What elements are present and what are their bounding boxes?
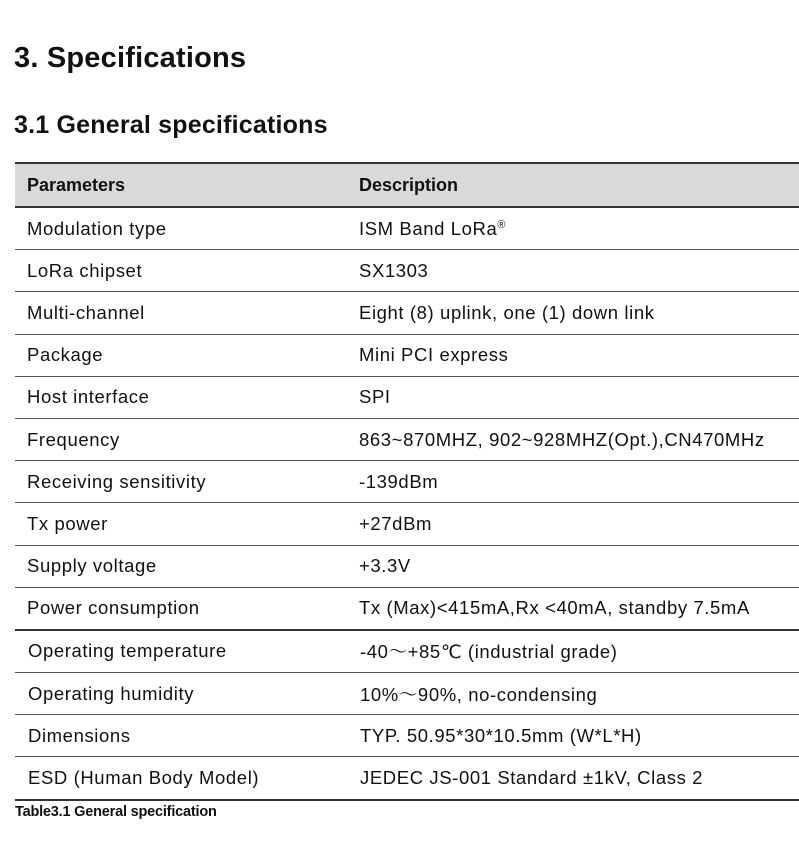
column-header-description: Description bbox=[347, 163, 799, 207]
row-description: SPI bbox=[347, 376, 799, 418]
row-description: SX1303 bbox=[347, 250, 799, 292]
row-description: -40～+85℃ (industrial grade) bbox=[347, 630, 799, 673]
table-row bbox=[15, 757, 799, 800]
row-parameter: Frequency bbox=[15, 418, 347, 460]
table-header-row bbox=[15, 163, 799, 207]
table-row bbox=[15, 418, 799, 460]
subsection-title: 3.1 General specifications bbox=[14, 111, 328, 139]
table-row bbox=[15, 630, 799, 673]
table-row bbox=[15, 250, 799, 292]
row-description: +27dBm bbox=[347, 503, 799, 545]
row-parameter: Package bbox=[15, 334, 347, 376]
table-row bbox=[15, 461, 799, 503]
row-parameter: Host interface bbox=[15, 376, 347, 418]
row-parameter: ESD (Human Body Model) bbox=[15, 757, 347, 800]
table-row bbox=[15, 376, 799, 418]
table-row bbox=[15, 715, 799, 757]
row-parameter: Power consumption bbox=[15, 587, 347, 630]
row-description-text: ISM Band LoRa bbox=[359, 217, 498, 239]
row-parameter: Operating humidity bbox=[15, 673, 347, 715]
row-description: Tx (Max)<415mA,Rx <40mA, standby 7.5mA bbox=[347, 587, 799, 630]
row-description: -139dBm bbox=[347, 461, 799, 503]
table-row bbox=[15, 587, 799, 630]
row-description: +3.3V bbox=[347, 545, 799, 587]
row-parameter: LoRa chipset bbox=[15, 250, 347, 292]
row-description: TYP. 50.95*30*10.5mm (W*L*H) bbox=[347, 715, 799, 757]
row-description: JEDEC JS-001 Standard ±1kV, Class 2 bbox=[347, 757, 799, 800]
row-parameter: Supply voltage bbox=[15, 545, 347, 587]
row-parameter: Dimensions bbox=[15, 715, 347, 757]
row-parameter: Multi-channel bbox=[15, 292, 347, 334]
row-description bbox=[347, 207, 799, 250]
table-row bbox=[15, 334, 799, 376]
row-parameter: Receiving sensitivity bbox=[15, 461, 347, 503]
table-row bbox=[15, 207, 799, 250]
row-description: 10%～90%, no-condensing bbox=[347, 673, 799, 715]
table-row bbox=[15, 292, 799, 334]
row-description: Mini PCI express bbox=[347, 334, 799, 376]
registered-mark: ® bbox=[497, 218, 507, 231]
row-description: 863~870MHZ, 902~928MHZ(Opt.),CN470MHz bbox=[347, 418, 799, 460]
row-parameter: Operating temperature bbox=[15, 630, 347, 673]
row-description: Eight (8) uplink, one (1) down link bbox=[347, 292, 799, 334]
table-row bbox=[15, 503, 799, 545]
row-parameter: Tx power bbox=[15, 503, 347, 545]
table-row bbox=[15, 545, 799, 587]
table-row bbox=[15, 673, 799, 715]
general-specifications-table bbox=[15, 162, 799, 801]
section-title: 3. Specifications bbox=[14, 42, 247, 74]
table-caption: Table3.1 General specification bbox=[15, 804, 217, 820]
row-parameter: Modulation type bbox=[15, 207, 347, 250]
column-header-parameters: Parameters bbox=[15, 163, 347, 207]
